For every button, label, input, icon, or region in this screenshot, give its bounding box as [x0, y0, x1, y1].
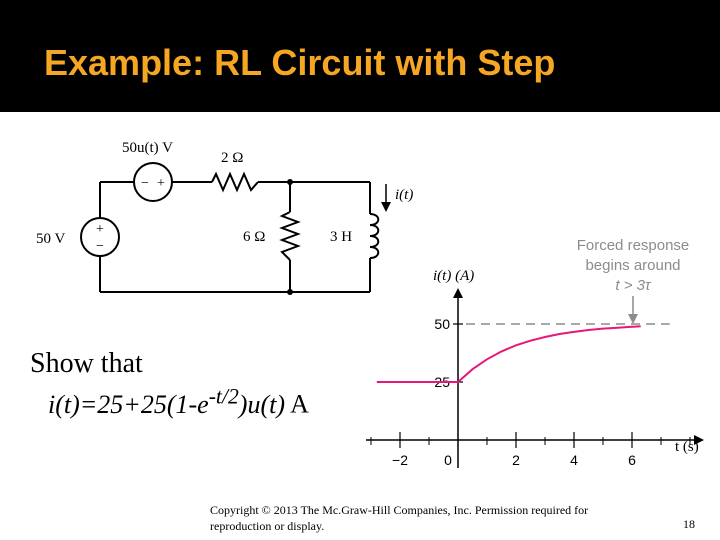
- response-chart: [366, 237, 704, 468]
- step-source: [134, 163, 172, 201]
- dc-minus: −: [96, 239, 104, 254]
- dc-plus: +: [96, 222, 104, 237]
- copyright-footer: Copyright © 2013 The Mc.Graw-Hill Companies, Inc. Permission required for reproduction or display.: [210, 503, 589, 533]
- slide-title: Example: RL Circuit with Step: [44, 42, 556, 83]
- slide-number: 18: [683, 517, 695, 531]
- y-tick-label: 25: [434, 374, 450, 390]
- x-tick-label: 0: [444, 452, 452, 468]
- resistor-series-label: 2 Ω: [221, 150, 244, 166]
- resistor-shunt-label: 6 Ω: [243, 229, 266, 245]
- y-axis-label: i(t) (A): [433, 268, 475, 284]
- x-tick-label: 4: [570, 452, 578, 468]
- current-arrow-head: [381, 202, 391, 212]
- step-source-label: 50u(t) V: [122, 140, 173, 156]
- x-tick-label: −2: [392, 452, 408, 468]
- inductor-coil: [370, 214, 378, 258]
- resistor-series: [212, 174, 258, 190]
- series-line: [377, 326, 641, 382]
- node-top: [287, 179, 293, 185]
- current-label: i(t): [395, 187, 414, 203]
- annotation-line1: Forced response: [576, 237, 690, 254]
- step-plus: +: [157, 176, 165, 191]
- x-minor-ticks: [371, 437, 690, 445]
- x-axis-label: t (s): [675, 439, 699, 455]
- y-axis-arrow: [453, 288, 463, 298]
- x-tick-label: 2: [512, 452, 520, 468]
- annotation-line2: begins around: [585, 257, 681, 274]
- node-bottom: [287, 289, 293, 295]
- inductor-label: 3 H: [330, 229, 353, 245]
- x-tick-labels: [392, 452, 636, 468]
- formula: $i(t)=25+25(1-e^{-t/2})u(t)$ A: [48, 384, 309, 419]
- dc-source-label: 50 V: [36, 231, 66, 247]
- x-tick-label: 6: [628, 452, 636, 468]
- annotation-arrow-head: [628, 314, 638, 324]
- circuit-diagram: [81, 163, 378, 292]
- step-minus: −: [141, 176, 149, 191]
- resistor-shunt: [282, 212, 298, 260]
- y-tick-label: 50: [434, 316, 450, 332]
- body-text: Show that: [30, 348, 143, 379]
- annotation-line3: t > 3τ: [615, 277, 651, 294]
